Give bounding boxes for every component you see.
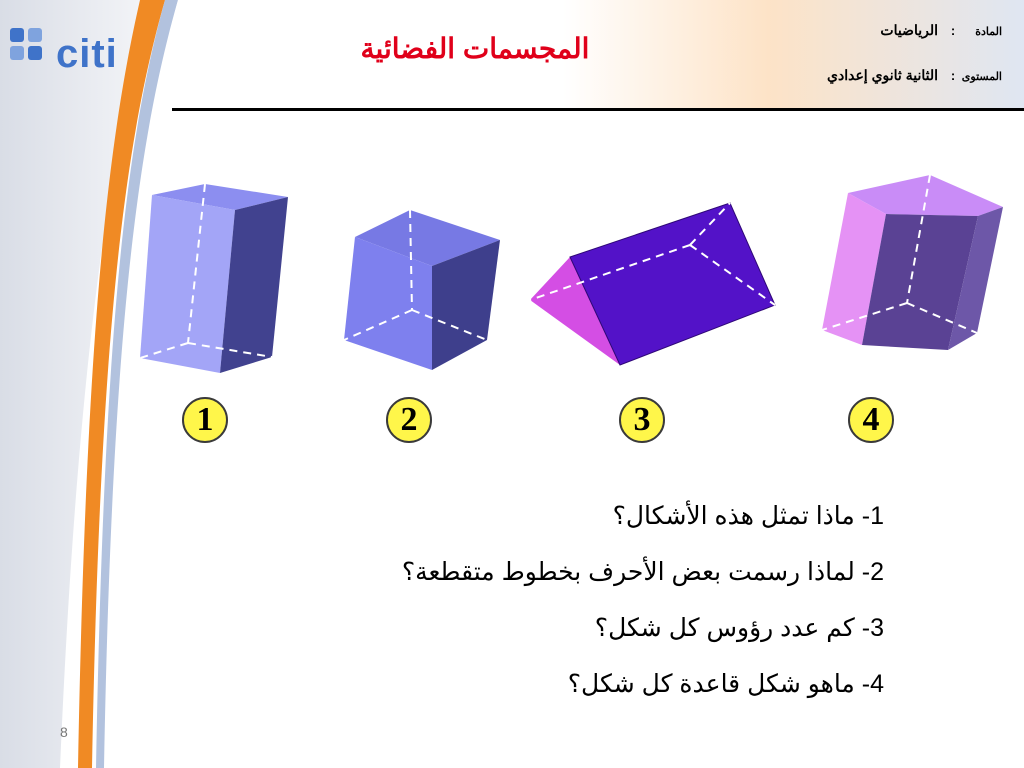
level-value: الثانية ثانوي إعدادي [827,67,938,83]
questions-list [324,494,884,718]
level-label: المستوى [961,71,1002,83]
logo-mark-icon [8,18,48,66]
figure-4-number-badge: 4 [848,397,894,443]
subject-label: المادة [975,26,1002,38]
figure-3-number-badge: 3 [619,397,665,443]
figure-3-triangular-prism-icon [530,203,775,365]
logo-text: citi [56,32,118,76]
subject-row [880,22,1002,39]
question-4: 4- ماهو شكل قاعدة كل شكل؟ [567,670,884,698]
header-divider [172,108,1024,111]
question-1: 1- ماذا تمثل هذه الأشكال؟ [612,502,884,530]
level-row [827,67,1002,84]
figure-1-number-badge: 1 [182,397,228,443]
citi-logo [8,18,128,76]
level-separator: : [950,68,956,83]
page-number: 8 [60,724,68,740]
figure-2-number-badge: 2 [386,397,432,443]
page-title: المجسمات الفضائية [360,33,590,64]
figure-2-cube-icon [344,210,500,370]
subject-value: الرياضيات [880,22,938,38]
figure-1-rectangular-prism-icon [140,184,288,373]
question-2: 2- لماذا رسمت بعض الأحرف بخطوط متقطعة؟ [401,558,884,586]
question-3: 3- كم عدد رؤوس كل شكل؟ [594,614,884,642]
subject-separator: : [950,23,956,38]
figure-4-pentagonal-prism-icon [822,175,1003,350]
